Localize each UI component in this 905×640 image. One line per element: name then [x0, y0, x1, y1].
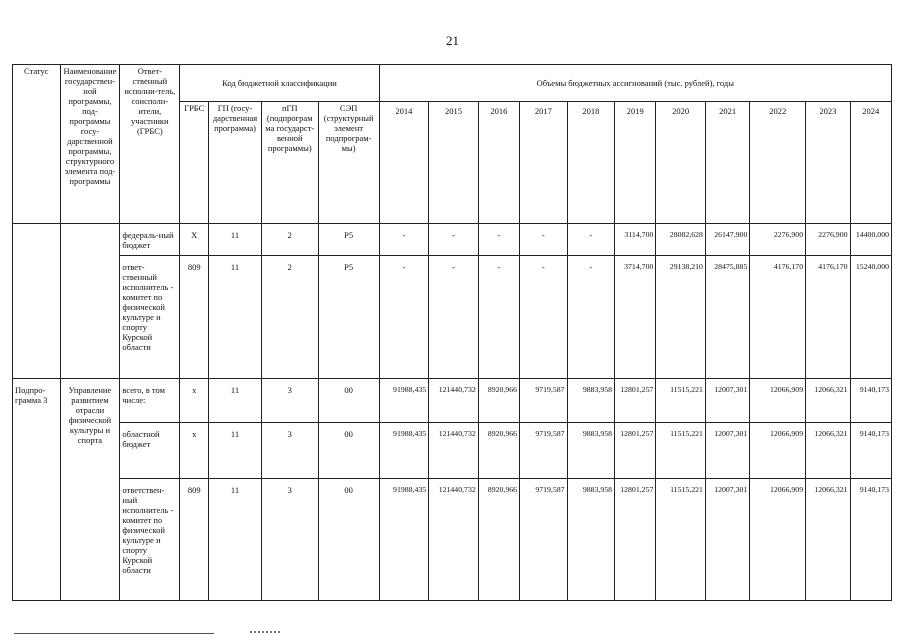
value-cell: 12066,909: [750, 423, 806, 479]
value-cell: 2276,900: [750, 224, 806, 256]
header-name: Наименование государствен-ной программы, под-программы госу-дарственной программы, структурного элемента под-программы: [60, 65, 120, 224]
value-cell: 28082,628: [656, 224, 706, 256]
value-cell: -: [429, 256, 479, 379]
grbs-cell: х: [180, 423, 209, 479]
value-cell: 2276,900: [806, 224, 850, 256]
value-cell: 9140,173: [850, 379, 891, 423]
name-cell: Управление развитием отрасли физической культуры и спорта: [60, 379, 120, 601]
gp-cell: 11: [209, 379, 262, 423]
value-cell: 91988,435: [379, 379, 429, 423]
grbs-cell: 809: [180, 256, 209, 379]
pgp-cell: 3: [261, 479, 318, 601]
header-pgp: пГП (подпрограм ма государст-венной программы): [261, 102, 318, 224]
header-year: 2023: [806, 102, 850, 224]
header-year: 2022: [750, 102, 806, 224]
header-grbs: ГРБС: [180, 102, 209, 224]
header-code-group: Код бюджетной классификации: [180, 65, 379, 102]
header-year: 2017: [520, 102, 568, 224]
grbs-cell: Х: [180, 224, 209, 256]
value-cell: 121440,732: [429, 423, 479, 479]
value-cell: 3114,700: [615, 224, 656, 256]
header-gp: ГП (госу-дарственная программа): [209, 102, 262, 224]
value-cell: 12801,257: [615, 479, 656, 601]
gp-cell: 11: [209, 479, 262, 601]
value-cell: -: [478, 256, 519, 379]
pgp-cell: 3: [261, 423, 318, 479]
value-cell: -: [520, 224, 568, 256]
value-cell: 28475,885: [705, 256, 749, 379]
name-cell: [60, 224, 120, 379]
executor-cell: федераль-ный бюджет: [120, 224, 180, 256]
value-cell: 9719,587: [520, 423, 568, 479]
table-row: [13, 224, 892, 256]
value-cell: 8920,966: [478, 423, 519, 479]
executor-cell: ответ-ственный исполнитель - комитет по физической культуре и спорту Курской области: [120, 256, 180, 379]
value-cell: 12066,321: [806, 379, 850, 423]
header-year: 2024: [850, 102, 891, 224]
executor-cell: ответствен-ный исполнитель - комитет по физической культуре и спорту Курской области: [120, 479, 180, 601]
gp-cell: 11: [209, 256, 262, 379]
table-row: [13, 256, 892, 379]
header-year: 2014: [379, 102, 429, 224]
value-cell: 12007,301: [705, 379, 749, 423]
value-cell: 9719,587: [520, 479, 568, 601]
value-cell: 15240,000: [850, 256, 891, 379]
value-cell: 12801,257: [615, 379, 656, 423]
value-cell: 9883,958: [567, 479, 615, 601]
header-executor: Ответ-ственный исполни-тель, соисполн-ители, участники (ГРБС): [120, 65, 180, 224]
table-row: [13, 379, 892, 423]
value-cell: 11515,221: [656, 379, 706, 423]
header-year: 2018: [567, 102, 615, 224]
value-cell: 12801,257: [615, 423, 656, 479]
value-cell: 26147,900: [705, 224, 749, 256]
value-cell: 9883,958: [567, 423, 615, 479]
budget-table: [12, 64, 892, 601]
value-cell: 11515,221: [656, 479, 706, 601]
grbs-cell: 809: [180, 479, 209, 601]
value-cell: -: [478, 224, 519, 256]
pgp-cell: 2: [261, 224, 318, 256]
sep-cell: Р5: [318, 224, 379, 256]
status-cell: [13, 224, 61, 379]
header-status: Статус: [13, 65, 61, 224]
header-year: 2015: [429, 102, 479, 224]
gp-cell: 11: [209, 423, 262, 479]
value-cell: 12007,301: [705, 423, 749, 479]
header-sep: СЭП (структурный элемент подпрограм-мы): [318, 102, 379, 224]
value-cell: 4176,170: [750, 256, 806, 379]
pgp-cell: 2: [261, 256, 318, 379]
table-row: [13, 479, 892, 601]
value-cell: 3714,700: [615, 256, 656, 379]
pgp-cell: 3: [261, 379, 318, 423]
value-cell: 9883,958: [567, 379, 615, 423]
value-cell: -: [567, 256, 615, 379]
header-year: 2020: [656, 102, 706, 224]
value-cell: -: [379, 256, 429, 379]
executor-cell: областной бюджет: [120, 423, 180, 479]
value-cell: 9719,587: [520, 379, 568, 423]
value-cell: 8920,966: [478, 479, 519, 601]
grbs-cell: х: [180, 379, 209, 423]
value-cell: 12066,321: [806, 479, 850, 601]
header-year: 2021: [705, 102, 749, 224]
value-cell: 8920,966: [478, 379, 519, 423]
table-row: [13, 423, 892, 479]
value-cell: 12066,909: [750, 479, 806, 601]
value-cell: 29138,210: [656, 256, 706, 379]
value-cell: -: [429, 224, 479, 256]
value-cell: 91988,435: [379, 479, 429, 601]
header-year: 2019: [615, 102, 656, 224]
header-year: 2016: [478, 102, 519, 224]
value-cell: 91988,435: [379, 423, 429, 479]
value-cell: 14400,000: [850, 224, 891, 256]
value-cell: 121440,732: [429, 379, 479, 423]
footer-mark: [250, 631, 280, 633]
executor-cell: всего, в том числе:: [120, 379, 180, 423]
value-cell: 12007,301: [705, 479, 749, 601]
value-cell: 9140,173: [850, 479, 891, 601]
sep-cell: 00: [318, 423, 379, 479]
page-number: 21: [446, 33, 459, 48]
sep-cell: Р5: [318, 256, 379, 379]
sep-cell: 00: [318, 379, 379, 423]
value-cell: 121440,732: [429, 479, 479, 601]
status-cell: Подпро-грамма 3: [13, 379, 61, 601]
header-volumes-group: Объемы бюджетных ассигнований (тыс. рублей), годы: [379, 65, 891, 102]
value-cell: -: [567, 224, 615, 256]
value-cell: -: [520, 256, 568, 379]
value-cell: 12066,321: [806, 423, 850, 479]
value-cell: 9140,173: [850, 423, 891, 479]
gp-cell: 11: [209, 224, 262, 256]
footer-rule: [14, 633, 214, 634]
value-cell: 12066,909: [750, 379, 806, 423]
value-cell: 11515,221: [656, 423, 706, 479]
sep-cell: 00: [318, 479, 379, 601]
value-cell: -: [379, 224, 429, 256]
value-cell: 4176,170: [806, 256, 850, 379]
